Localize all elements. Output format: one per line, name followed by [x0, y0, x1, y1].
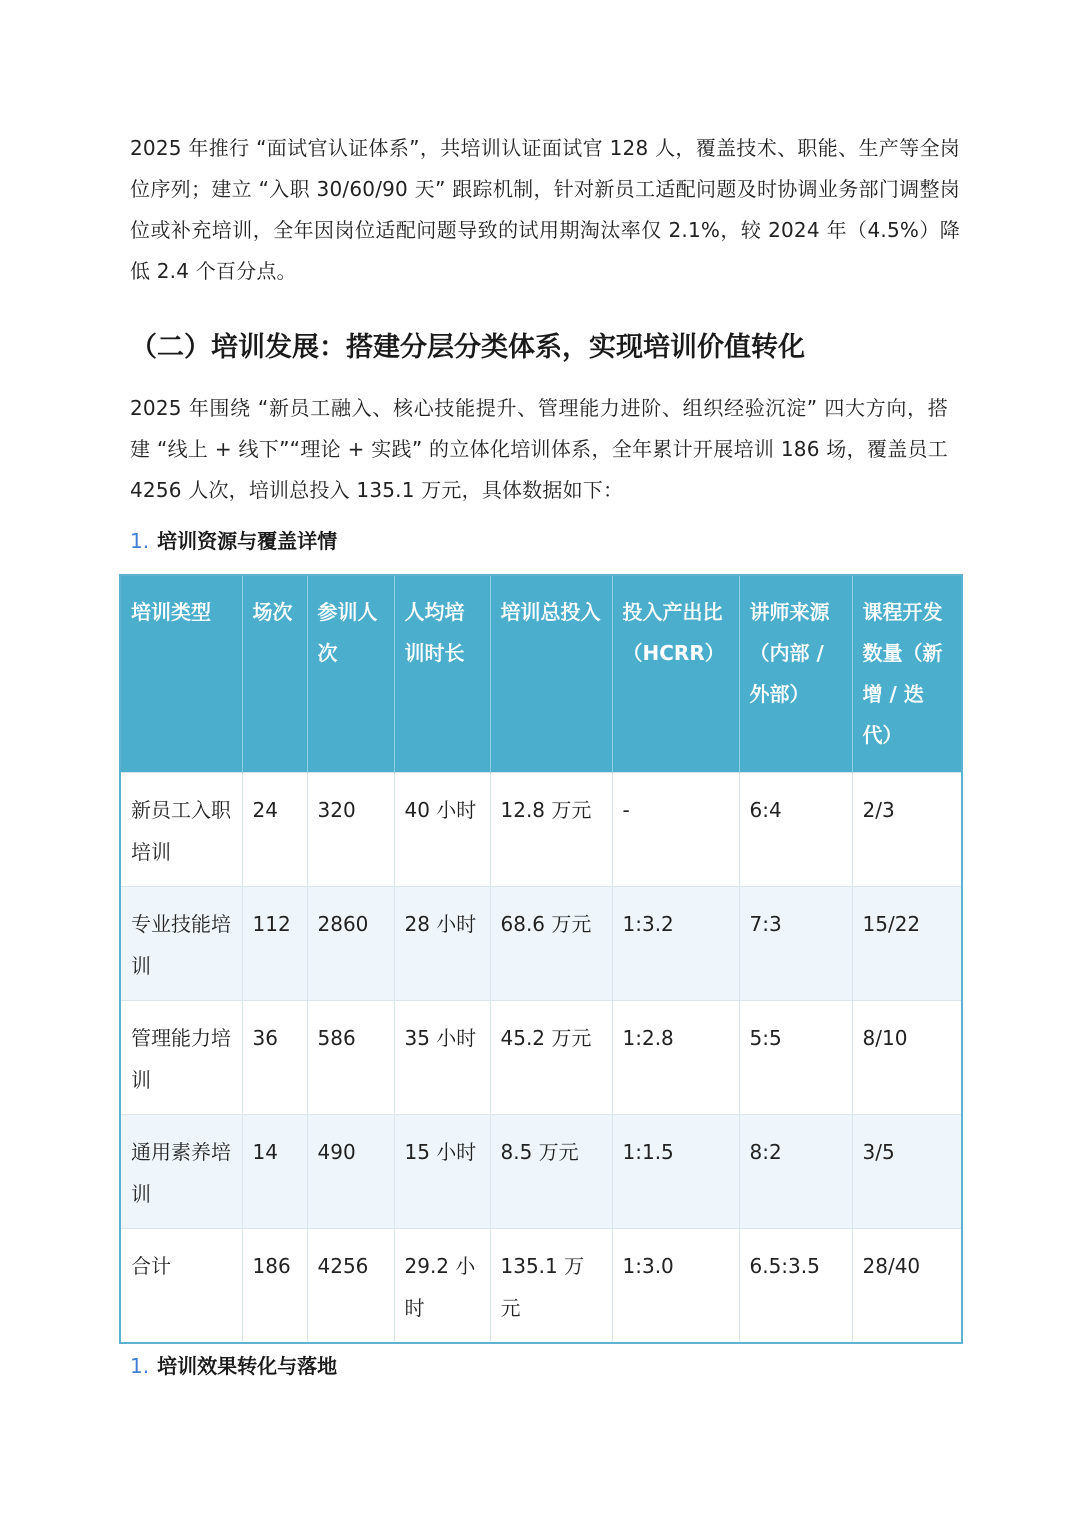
table-cell: 45.2 万元	[490, 1001, 612, 1115]
list-heading-training-resources	[130, 526, 337, 556]
table-cell: 68.6 万元	[490, 887, 612, 1001]
training-data-table	[119, 574, 963, 1344]
list-heading-text: 培训资源与覆盖详情	[157, 529, 338, 553]
table-cell: 7:3	[739, 887, 852, 1001]
table-cell: 28/40	[852, 1229, 962, 1344]
table-row	[120, 887, 962, 1001]
table-cell: 490	[307, 1115, 394, 1229]
list-number: 1.	[130, 529, 150, 553]
table-cell: 8.5 万元	[490, 1115, 612, 1229]
table-cell: 专业技能培训	[120, 887, 242, 1001]
table-row	[120, 773, 962, 887]
table-cell: 14	[242, 1115, 307, 1229]
table-header-cell: 人均培训时长	[394, 575, 490, 773]
list-heading-text: 培训效果转化与落地	[157, 1354, 338, 1378]
table-cell: 5:5	[739, 1001, 852, 1115]
table-cell: 通用素养培训	[120, 1115, 242, 1229]
table-cell: 29.2 小时	[394, 1229, 490, 1344]
table-cell: 320	[307, 773, 394, 887]
table-cell: 1:2.8	[612, 1001, 739, 1115]
table-cell: 135.1 万元	[490, 1229, 612, 1344]
table-cell: 35 小时	[394, 1001, 490, 1115]
table-cell: 8/10	[852, 1001, 962, 1115]
table-header-cell: 培训类型	[120, 575, 242, 773]
table-row-total	[120, 1229, 962, 1344]
table-cell: 186	[242, 1229, 307, 1344]
table-cell: 15/22	[852, 887, 962, 1001]
table-cell: 2/3	[852, 773, 962, 887]
table-header-cell: 投入产出比（HCRR）	[612, 575, 739, 773]
table-cell: 6:4	[739, 773, 852, 887]
table-cell: 合计	[120, 1229, 242, 1344]
table-cell: 新员工入职培训	[120, 773, 242, 887]
table-cell: 40 小时	[394, 773, 490, 887]
table-cell: 15 小时	[394, 1115, 490, 1229]
list-number: 1.	[130, 1354, 150, 1378]
table-cell: 8:2	[739, 1115, 852, 1229]
table-cell: 24	[242, 773, 307, 887]
table-cell: 1:1.5	[612, 1115, 739, 1229]
table-header-cell: 场次	[242, 575, 307, 773]
table-header-cell: 课程开发数量（新增 / 迭代）	[852, 575, 962, 773]
table-header-cell: 参训人次	[307, 575, 394, 773]
table-header-row	[120, 575, 962, 773]
table-row	[120, 1115, 962, 1229]
table-cell: 4256	[307, 1229, 394, 1344]
table-cell: 112	[242, 887, 307, 1001]
paragraph-training-overview: 2025 年围绕 “新员工融入、核心技能提升、管理能力进阶、组织经验沉淀” 四大方向，搭建 “线上 + 线下”“理论 + 实践” 的立体化培训体系，全年累计开展培训 186 场，覆盖员工 4256 人次，培训总投入 135.1 万元，具体数据如下：	[130, 396, 948, 502]
table-cell: 1:3.0	[612, 1229, 739, 1344]
table-cell: 28 小时	[394, 887, 490, 1001]
table-cell: 2860	[307, 887, 394, 1001]
table-row	[120, 1001, 962, 1115]
table-cell: 36	[242, 1001, 307, 1115]
section-title: （二）培训发展：搭建分层分类体系，实现培训价值转化	[130, 332, 805, 363]
table-cell: 586	[307, 1001, 394, 1115]
list-heading-training-effect	[130, 1351, 337, 1381]
document-page	[130, 128, 960, 1378]
table-cell: 3/5	[852, 1115, 962, 1229]
table-cell: -	[612, 773, 739, 887]
table-header-cell: 培训总投入	[490, 575, 612, 773]
table-cell: 管理能力培训	[120, 1001, 242, 1115]
table-cell: 12.8 万元	[490, 773, 612, 887]
table-cell: 6.5:3.5	[739, 1229, 852, 1344]
paragraph-interviewer-certification: 2025 年推行 “面试官认证体系”，共培训认证面试官 128 人，覆盖技术、职能、生产等全岗位序列；建立 “入职 30/60/90 天” 跟踪机制，针对新员工适配问题及时协调业务部门调整岗位或补充培训，全年因岗位适配问题导致的试用期淘汰率仅 2.1%，较 2024 年（4.5%）降低 2.4 个百分点。	[130, 136, 960, 283]
table-cell: 1:3.2	[612, 887, 739, 1001]
table-header-cell: 讲师来源（内部 / 外部）	[739, 575, 852, 773]
